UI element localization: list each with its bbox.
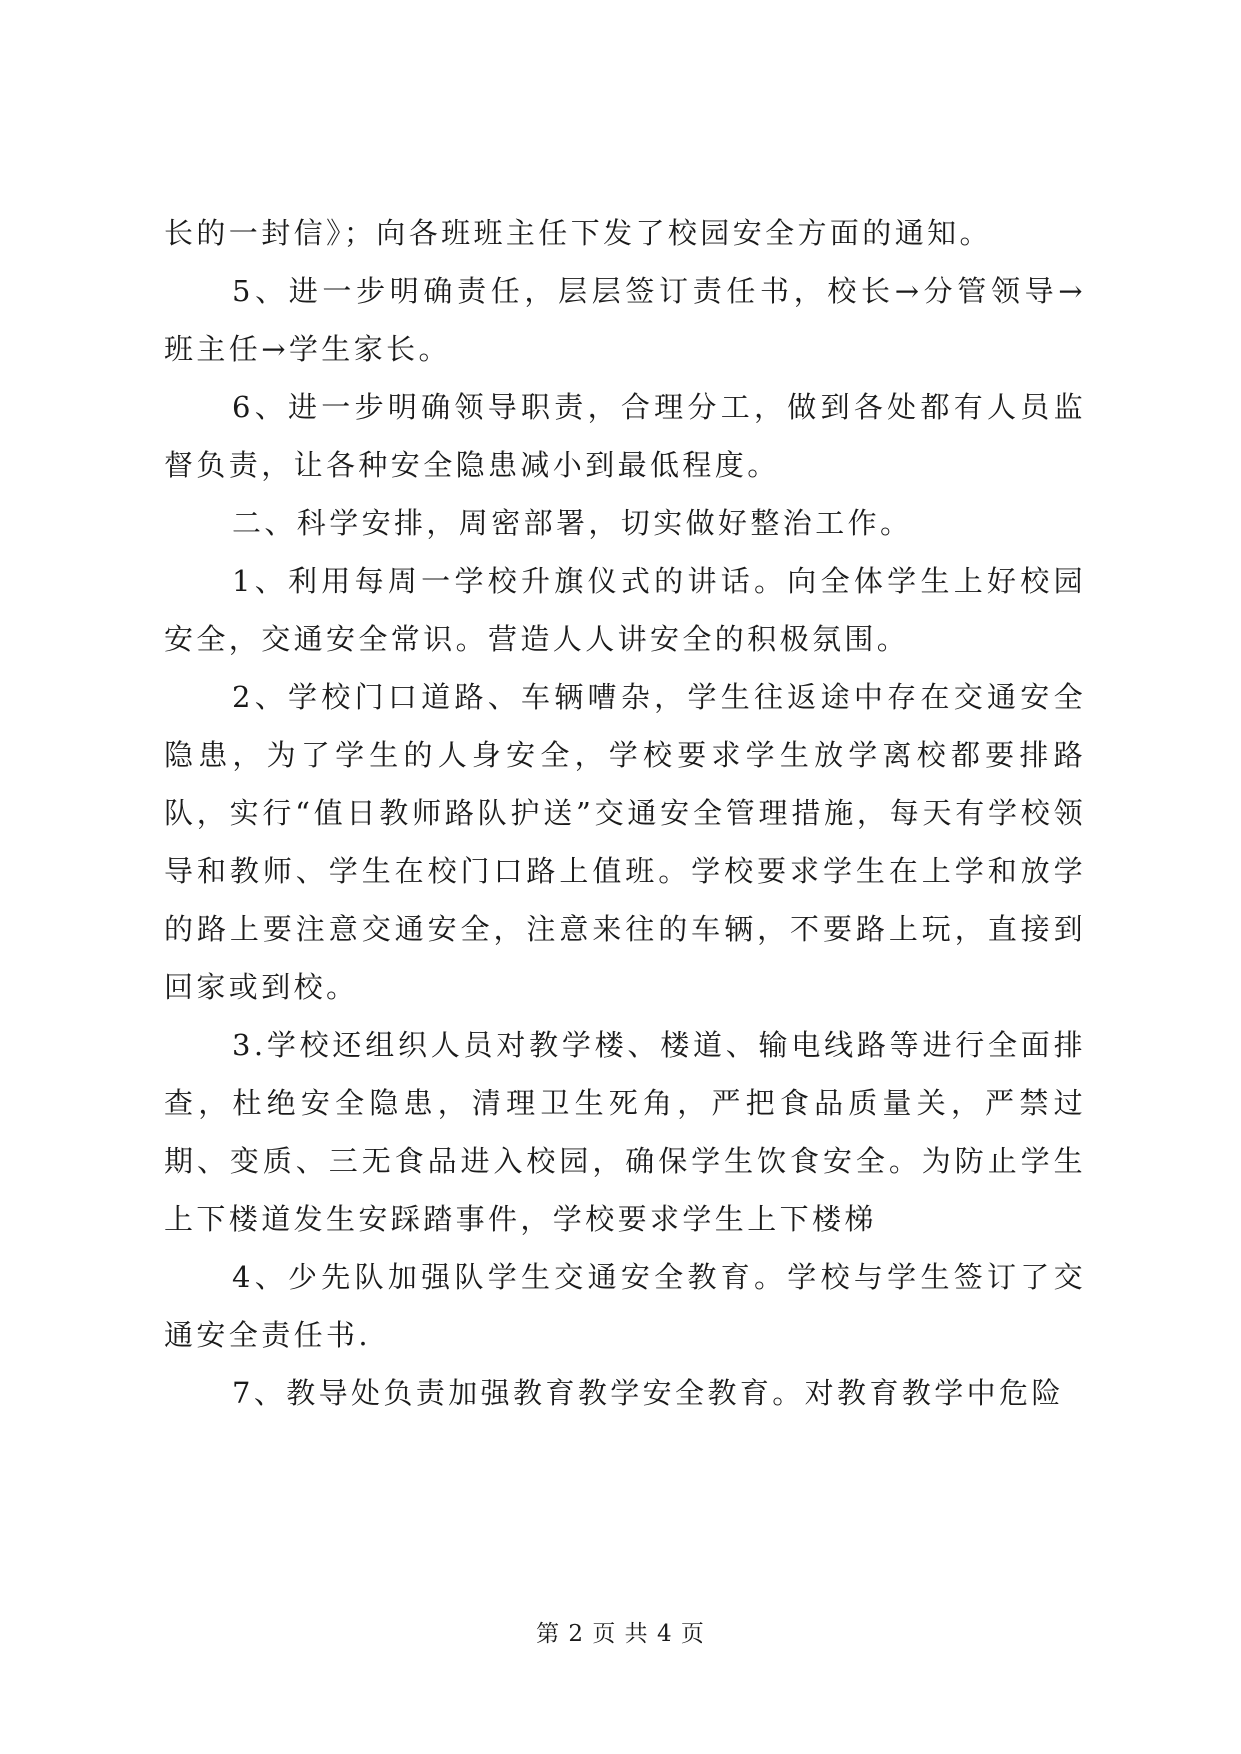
paragraph-item-6: 6、进一步明确领导职责，合理分工，做到各处都有人员监督负责，让各种安全隐患减小到最低程度。 [164, 390, 1086, 482]
paragraph-item-7: 7、教导处负责加强教育教学安全教育。对教育教学中危险 [232, 1376, 1064, 1410]
paragraph-item-3: 3.学校还组织人员对教学楼、楼道、输电线路等进行全面排查，杜绝安全隐患，清理卫生死角，严把食品质量关，严禁过期、变质、三无食品进入校园，确保学生饮食安全。为防止学生上下楼道发生安踩踏事件，学校要求学生上下楼梯 [164, 1028, 1086, 1236]
paragraph-item-5: 5、进一步明确责任，层层签订责任书，校长→分管领导→班主任→学生家长。 [164, 274, 1086, 366]
paragraph-item-1: 1、利用每周一学校升旗仪式的讲话。向全体学生上好校园安全，交通安全常识。营造人人讲安全的积极氛围。 [164, 564, 1086, 656]
section-heading-2: 二、科学安排，周密部署，切实做好整治工作。 [232, 506, 913, 540]
paragraph-item-4: 4、少先队加强队学生交通安全教育。学校与学生签订了交通安全责任书. [164, 1260, 1086, 1352]
page-number-footer: 第 2 页 共 4 页 [536, 1621, 705, 1647]
paragraph-item-2: 2、学校门口道路、车辆嘈杂，学生往返途中存在交通安全隐患，为了学生的人身安全，学校要求学生放学离校都要排路队，实行“值日教师路队护送”交通安全管理措施，每天有学校领导和教师、学生在校门口路上值班。学校要求学生在上学和放学的路上要注意交通安全，注意来往的车辆，不要路上玩，直接到回家或到校。 [164, 680, 1086, 1004]
paragraph-continuation: 长的一封信》；向各班班主任下发了校园安全方面的通知。 [164, 216, 992, 250]
document-body [164, 204, 1086, 1422]
